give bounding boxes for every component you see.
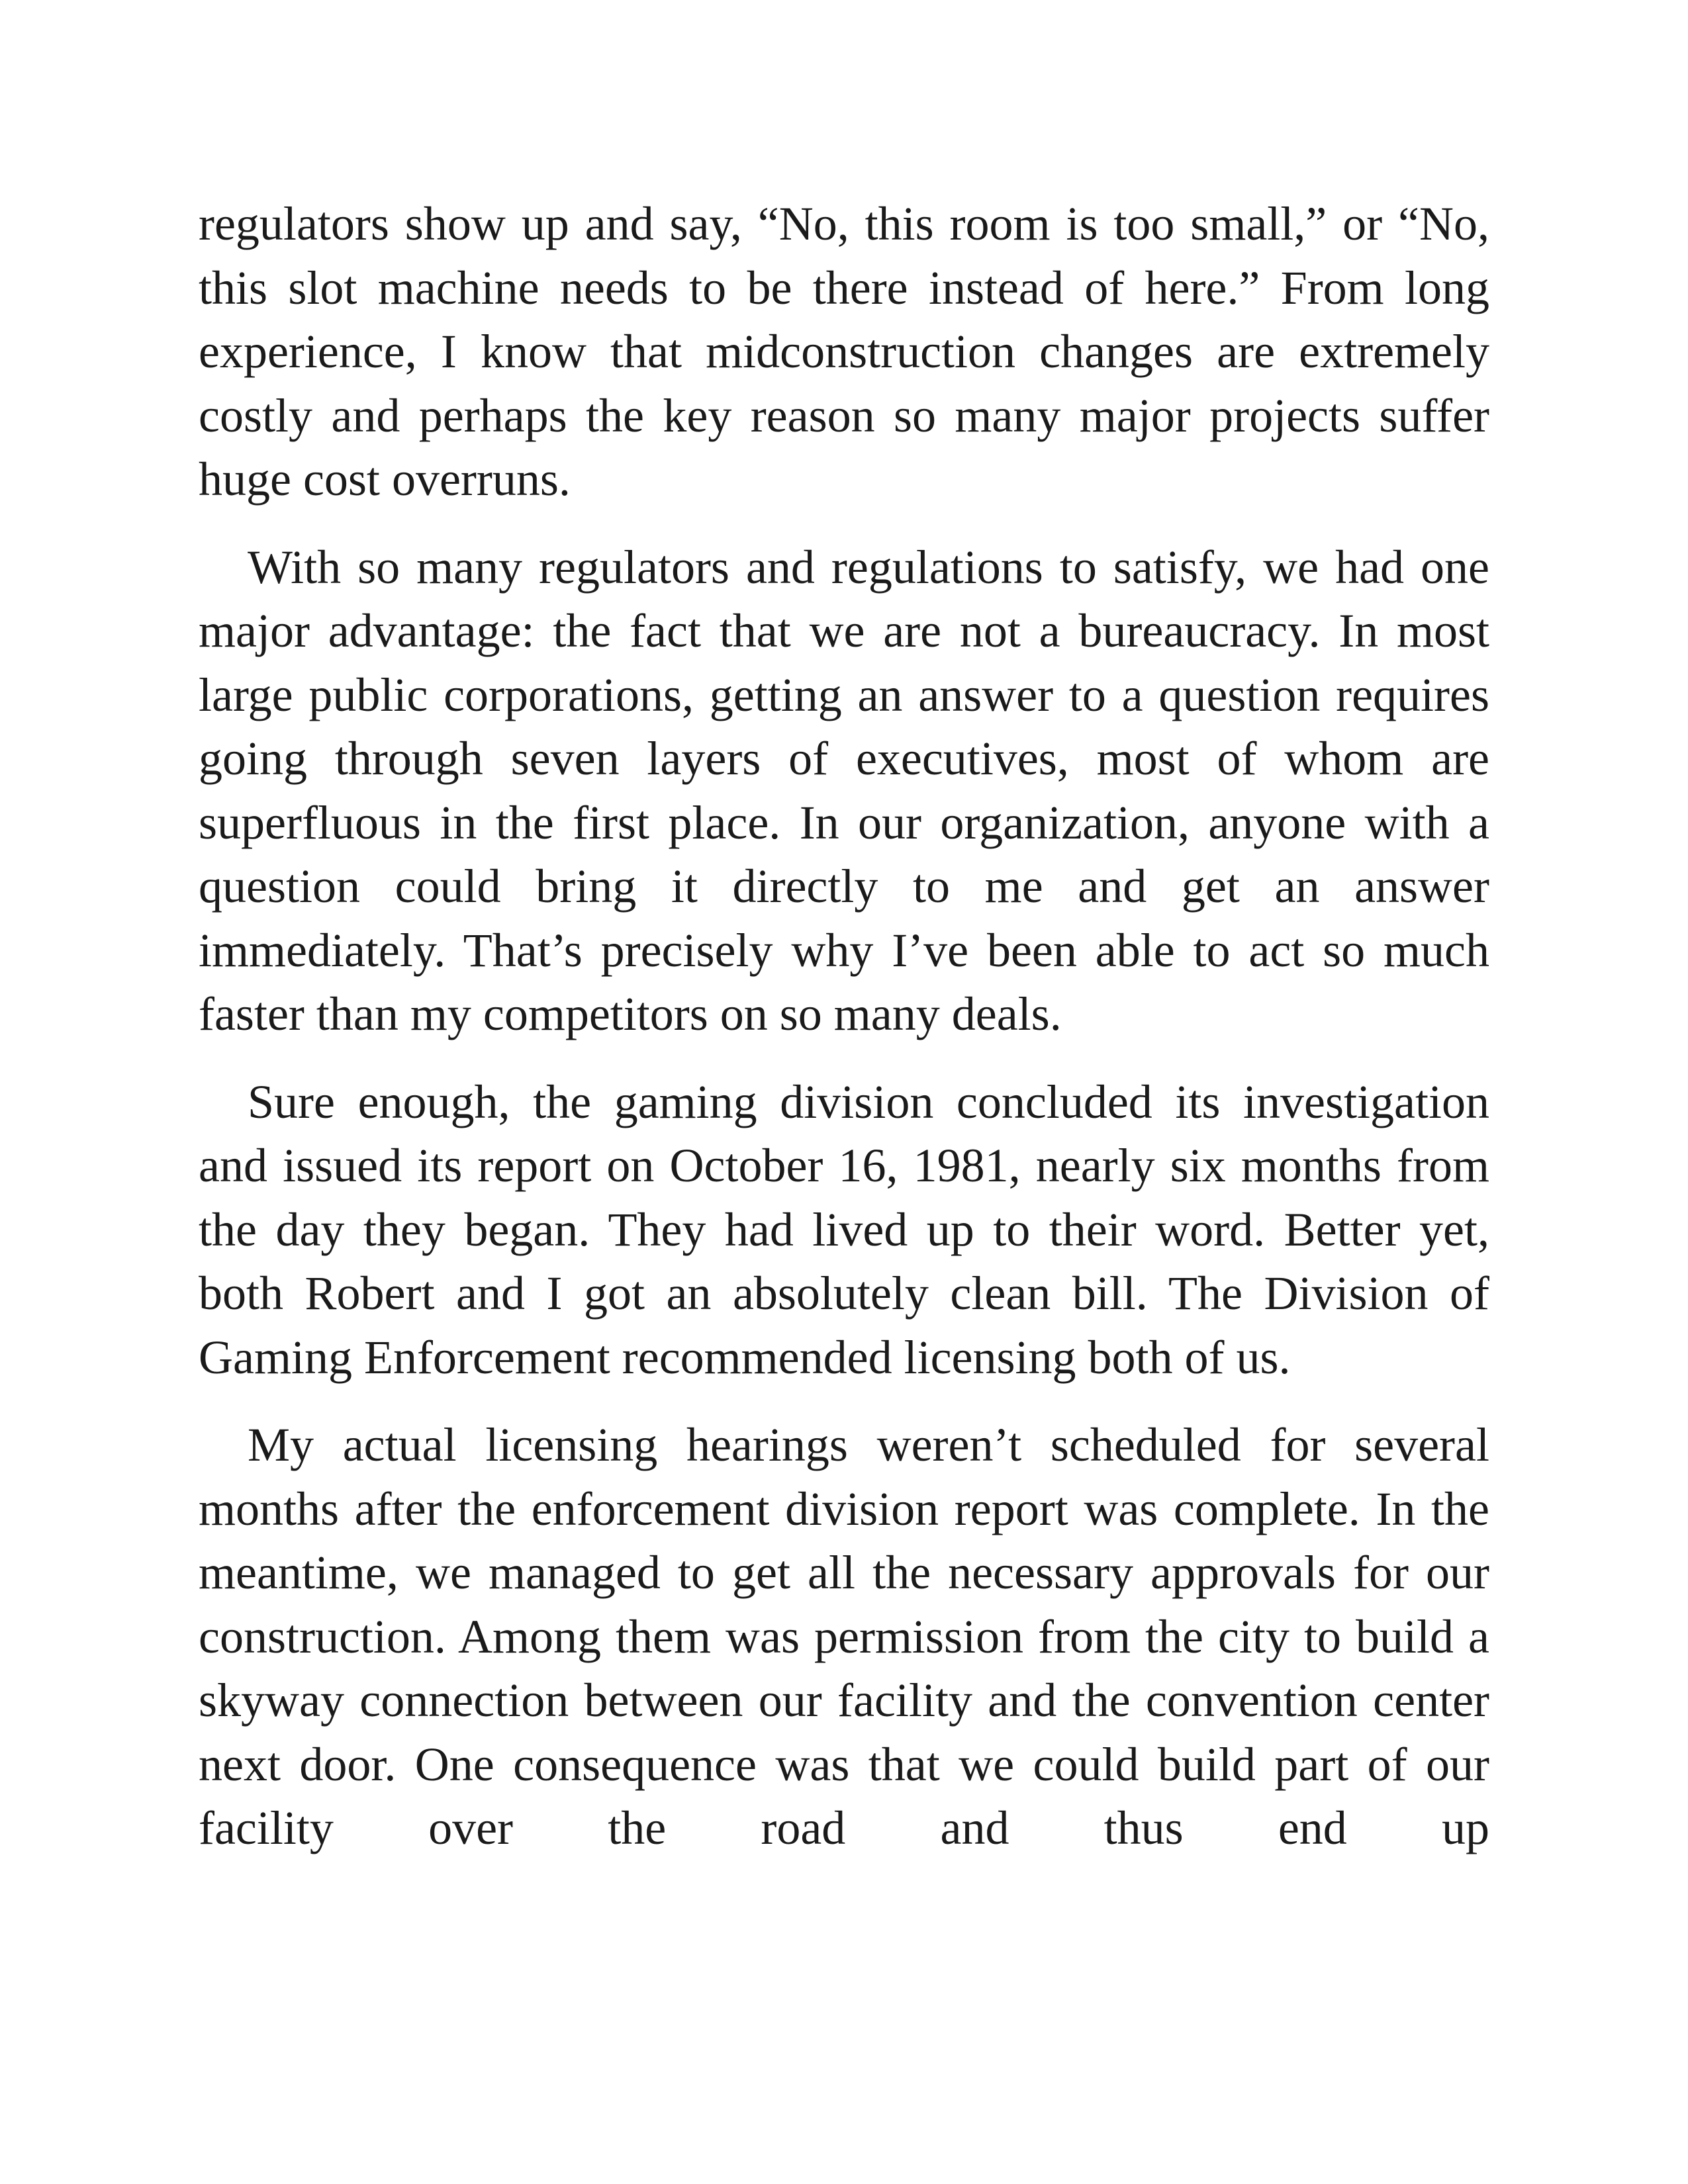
paragraph-4: My actual licensing hearings weren’t scheduled for several months after the enforcement division report was complete. In the meantime, we managed to get all the necessary approvals for our construction. Among them was permission from the city to build a skyway connection between our facility and the convention center next door. One consequence was that we could build part of our facility over the road and thus end up <box>199 1418 1489 1854</box>
paragraph-3: Sure enough, the gaming division concluded its investigation and issued its report on October 16, 1981, nearly six months from the day they began. They had lived up to their word. Better yet, both Robert and I got an absolutely clean bill. The Division of Gaming Enforcement recommended licensing both of us. <box>199 1075 1489 1384</box>
paragraph-1: regulators show up and say, “No, this room is too small,” or “No, this slot machine needs to be there instead of here.” From long experience, I know that midconstruction changes are extremely costly and perhaps the key reason so many major projects suffer huge cost overruns. <box>199 197 1489 506</box>
paragraph-2: With so many regulators and regulations to satisfy, we had one major advantage: the fact that we are not a bureaucracy. In most large public corporations, getting an answer to a question requires going through seven layers of executives, most of whom are superfluous in the first place. In our organization, anyone with a question could bring it directly to me and get an answer immediately. That’s precisely why I’ve been able to act so much faster than my competitors on so many deals. <box>199 540 1489 1040</box>
document-page <box>199 192 1489 1860</box>
